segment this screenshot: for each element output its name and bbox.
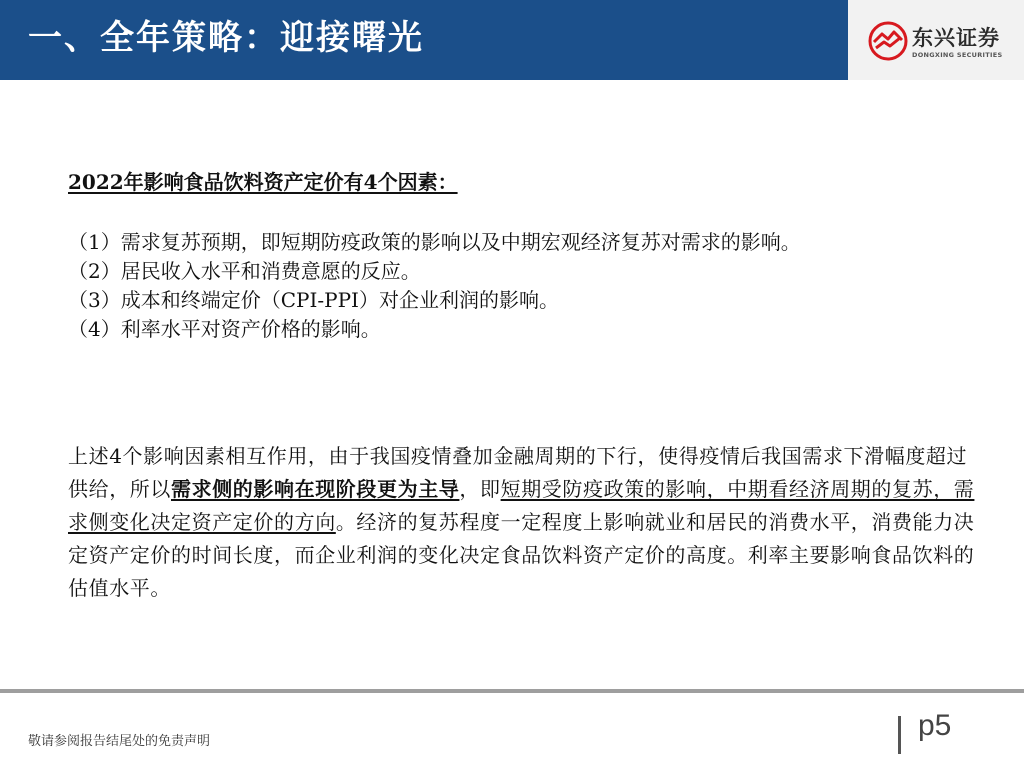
section-heading: 2022年影响食品饮料资产定价有4个因素： <box>68 170 458 194</box>
header-bar <box>0 0 848 80</box>
summary-text: 。经济的复苏程度一定程度上影响就业和居民的消费水平，消费能力决定资产定价的时间长度，而企业利润的变化决定食品饮料资产定价的高度。利率主要影响食品饮料的估值水平。 <box>68 510 975 600</box>
list-item: （4）利率水平对资产价格的影响。 <box>68 317 381 341</box>
summary-text: ，即 <box>459 477 501 501</box>
logo-panel <box>848 0 1024 80</box>
disclaimer-note: 敬请参阅报告结尾处的免责声明 <box>28 734 211 749</box>
summary-emphasis: 需求侧的影响在现阶段更为主导 <box>171 477 460 501</box>
slide-title: 一、全年策略：迎接曙光 <box>28 18 424 58</box>
list-item: （1）需求复苏预期，即短期防疫政策的影响以及中期宏观经济复苏对需求的影响。 <box>68 230 801 254</box>
dongxing-logo-icon <box>868 20 908 62</box>
logo-name-cn: 东兴证券 <box>912 26 1000 50</box>
footer-divider <box>0 689 1024 693</box>
summary-underlined: 短期受防疫政策的影响，中期看经济周期的复苏，需求侧变化决定资产定价的方向 <box>68 477 975 534</box>
logo-name-en: DONGXING SECURITIES <box>912 51 1003 59</box>
summary-paragraph <box>68 440 978 605</box>
page-number: p5 <box>918 709 952 742</box>
list-item: （3）成本和终端定价（CPI-PPI）对企业利润的影响。 <box>68 288 559 312</box>
factor-list <box>68 228 978 344</box>
list-item: （2）居民收入水平和消费意愿的反应。 <box>68 259 421 283</box>
page-number-divider <box>898 716 901 754</box>
summary-text: 上述4个影响因素相互作用，由于我国疫情叠加金融周期的下行，使得疫情后我国需求下滑幅度超过供给，所以 <box>68 444 968 501</box>
